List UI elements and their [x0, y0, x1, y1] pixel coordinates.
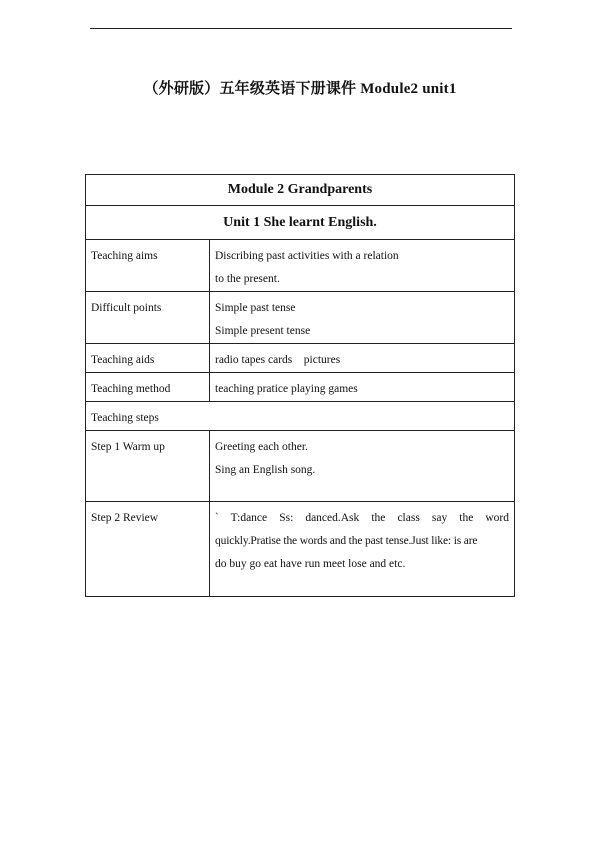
row-content-teaching-method: teaching pratice playing games: [210, 373, 515, 402]
row-content-teaching-aims: Discribing past activities with a relation to the present.: [210, 240, 515, 292]
unit-heading: Unit 1 She learnt English.: [86, 206, 515, 240]
table-row: [86, 240, 515, 292]
table-row: [86, 292, 515, 344]
row-content-step1: Greeting each other. Sing an English song.: [210, 431, 515, 502]
row-label-teaching-aims: Teaching aims: [86, 240, 210, 292]
row-content-teaching-aids: radio tapes cards pictures: [210, 344, 515, 373]
table-row: [86, 206, 515, 240]
row-content-difficult-points: Simple past tense Simple present tense: [210, 292, 515, 344]
table-row: [86, 175, 515, 206]
row-label-teaching-method: Teaching method: [86, 373, 210, 402]
lesson-plan-table: [85, 174, 515, 597]
header-rule: [90, 28, 512, 29]
row-label-step2: Step 2 Review: [86, 502, 210, 597]
row-content-step2: ` T:dance Ss: danced.Ask the class say the word quickly.Pratise the words and the past tense.Just like: is are do buy go eat have run meet lose and etc.: [210, 502, 515, 597]
row-label-difficult-points: Difficult points: [86, 292, 210, 344]
table-row: [86, 431, 515, 502]
row-label-teaching-aids: Teaching aids: [86, 344, 210, 373]
document-title: （外研版）五年级英语下册课件 Module2 unit1: [143, 81, 457, 97]
table-row: [86, 344, 515, 373]
table-row: [86, 402, 515, 431]
row-label-teaching-steps: Teaching steps: [86, 402, 515, 431]
module-heading: Module 2 Grandparents: [86, 175, 515, 206]
table-row: [86, 373, 515, 402]
row-label-step1: Step 1 Warm up: [86, 431, 210, 502]
table-row: [86, 502, 515, 597]
